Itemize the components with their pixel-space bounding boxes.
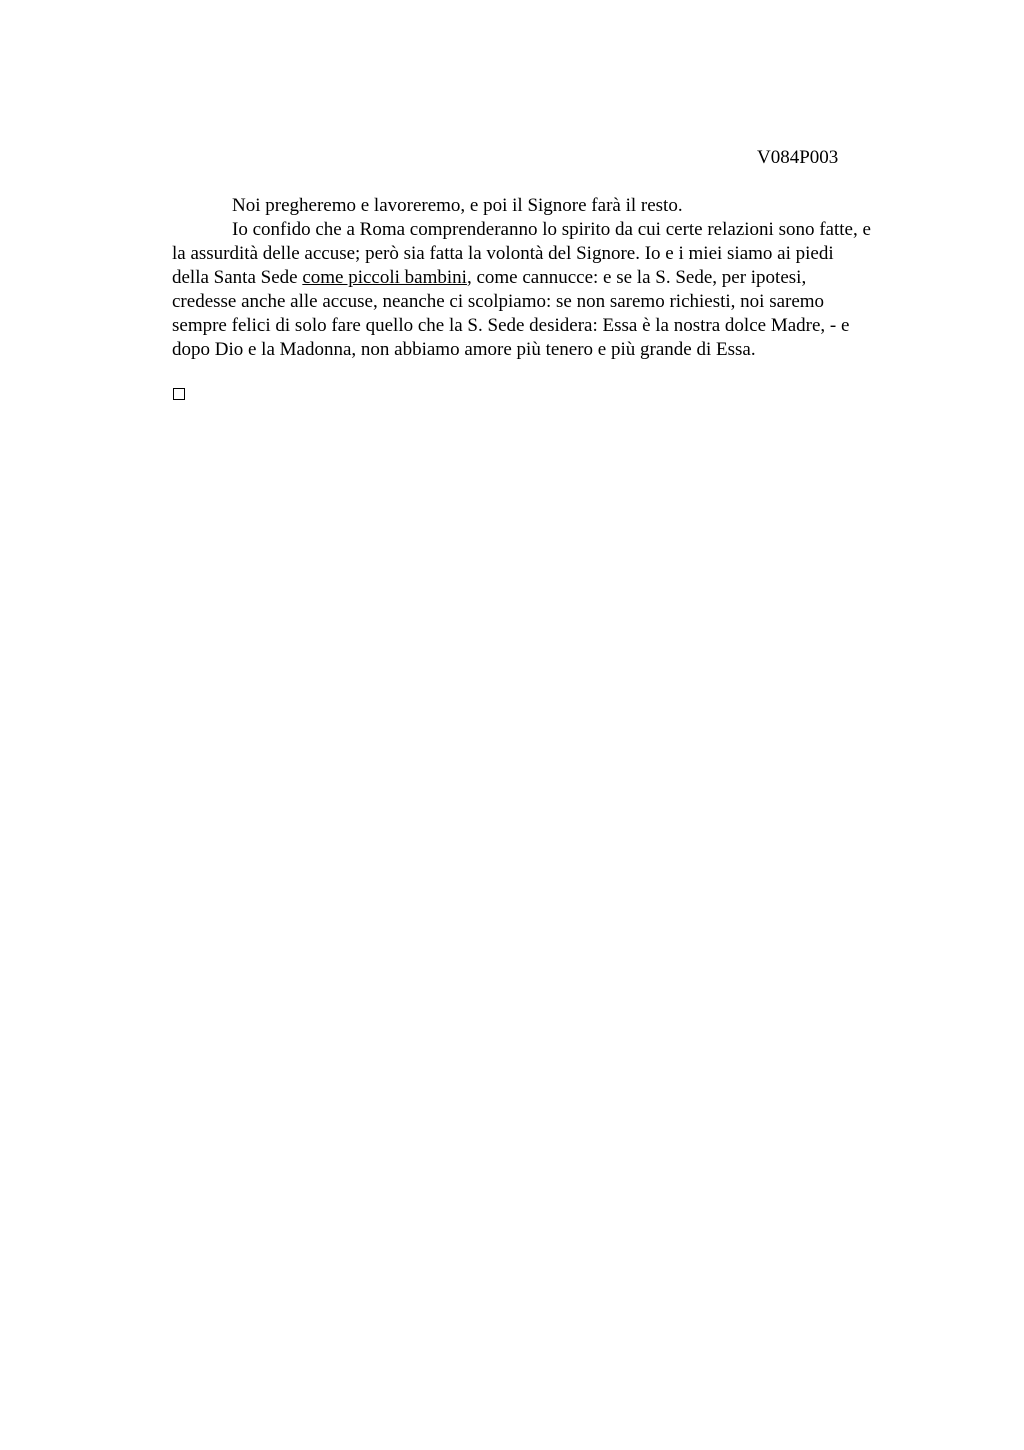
paragraph-line: dopo Dio e la Madonna, non abbiamo amore più tenero e più grande di Essa. [172, 339, 756, 360]
text-segment: , come cannucce: e se la S. Sede, per ipotesi, [466, 267, 807, 288]
paragraph-prayer: Noi pregheremo e lavoreremo, e poi il Signore farà il resto. [232, 195, 683, 216]
paragraph-line: Io confido che a Roma comprenderanno lo spirito da cui certe relazioni sono fatte, e [232, 219, 871, 240]
paragraph-line-with-underline [172, 266, 932, 290]
paragraph-line: sempre felici di solo fare quello che la S. Sede desidera: Essa è la nostra dolce Madre, - e [172, 315, 850, 336]
paragraph-line: la assurdità delle accuse; però sia fatta la volontà del Signore. Io e i miei siamo ai piedi [172, 243, 834, 264]
underlined-phrase: come piccoli bambini [302, 267, 467, 288]
paragraph-line: credesse anche alle accuse, neanche ci scolpiamo: se non saremo richiesti, noi saremo [172, 291, 825, 312]
end-of-text-box-icon [173, 388, 185, 400]
letter-body [172, 194, 932, 362]
text-segment: della Santa Sede [172, 267, 303, 288]
page-code: V084P003 [757, 147, 839, 168]
